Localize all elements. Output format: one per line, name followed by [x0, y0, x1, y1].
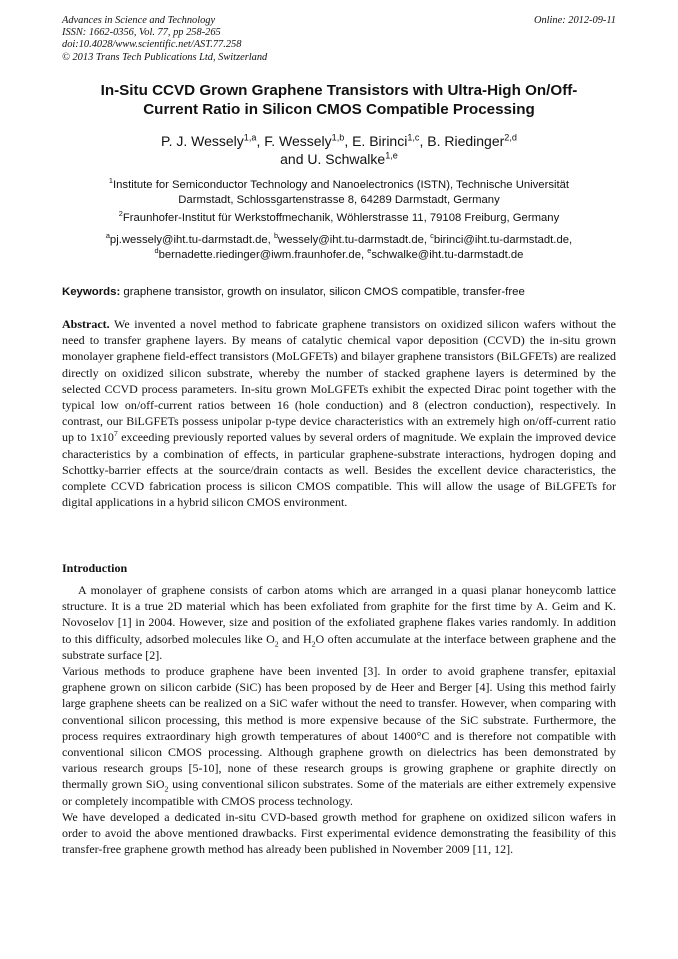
author-affiliation-mark: 1,b: [331, 132, 345, 143]
author-affiliation-mark: 2,d: [504, 132, 517, 143]
author-name: B. Riedinger: [427, 133, 505, 149]
keywords-text: graphene transistor, growth on insulator, silicon CMOS compatible, transfer-free: [123, 286, 525, 298]
title-line-2: Current Ratio in Silicon CMOS Compatible Processing: [143, 101, 535, 118]
paragraph-text: and H: [278, 631, 312, 646]
paragraph-text: A monolayer of graphene consists of carbon atoms which are arranged in a quasi planar honeycomb lattice structure. It is a true 2D material which has been exfoliated from graphite for the first time by A. Geim and K. Novoselov [1] in 2004. However, size and position of the exfoliated graphene flakes varies randomly. In addition to this difficulty, adsorbed molecules like O: [62, 583, 616, 646]
paragraph: [62, 582, 616, 663]
affiliation-number: 1: [108, 176, 113, 186]
affiliation-text: Institute for Semiconductor Technology and Nanoelectronics (ISTN), Technische Universität: [113, 179, 570, 191]
email-address: schwalke@iht.tu-darmstadt.de: [371, 248, 524, 261]
subscript: 2: [311, 639, 316, 648]
paper-title: [62, 81, 616, 119]
journal-header: [62, 15, 616, 64]
paragraph-text: using conventional silicon substrates. Some of the materials are either extremely expensive or completely incompatible with CMOS process technology.: [62, 777, 616, 808]
paragraph-text: O often accumulate at the interface between graphene and the substrate surface [2].: [62, 631, 616, 662]
author-name: and U. Schwalke: [280, 151, 386, 167]
affiliation-text: Darmstadt, Schlossgartenstrasse 8, 64289 Darmstadt, Germany: [178, 193, 500, 206]
email-mark: c: [430, 231, 434, 241]
email-mark: b: [273, 231, 279, 241]
affiliation-text: Fraunhofer-Institut für Werkstoffmechanik, Wöhlerstrasse 11, 79108 Freiburg, Germany: [122, 212, 560, 224]
paragraph-text: Various methods to produce graphene have been invented [3]. In order to avoid graphene transfer, epitaxial graphene grown on silicon carbide (SiC) has been proposed by de Heer and Berger [4]. Using this method fairly large graphene sheets can be realized on a SiC wafer without the need to transfer. However, when comparing with conventional silicon processing, this method is more expensive because of the SiC substrate. Furthermore, the process requires extraordinary high growth temperatures of about 1400°C and is therefore not compatible with conventional silicon CMOS processing. Although graphene growth on dielectrics has been demonstrated by various research groups [5-10], none of these research groups is growing graphene or graphite directly on thermally grown SiO: [62, 664, 616, 792]
email-mark: a: [105, 231, 110, 241]
email-address: wessely@iht.tu-darmstadt.de,: [278, 234, 428, 246]
keywords-line: [62, 285, 616, 299]
author-name: P. J. Wessely: [161, 133, 244, 149]
affiliation-number: 2: [118, 209, 123, 219]
subscript: 2: [274, 639, 279, 648]
journal-copyright: © 2013 Trans Tech Publications Ltd, Switzerland: [62, 51, 268, 63]
author-name: F. Wessely: [264, 133, 332, 149]
author-name: E. Birinci: [352, 133, 408, 149]
author-affiliation-mark: 1,a: [243, 132, 257, 143]
paragraph: We have developed a dedicated in-situ CVD-based growth method for graphene on oxidized silicon wafers in order to avoid the above mentioned drawbacks. First experimental evidence demonstrating the feasibility of this transfer-free graphene growth method has already been published in November 2009 [11, 12].: [62, 809, 616, 857]
subscript: 2: [164, 784, 169, 794]
abstract-text: exceeding previously reported values by several orders of magnitude. We explain the improved device characteristics by a combination of effects, in particular graphene-substrate interactions, hydrogen doping and Schottky-barrier effects at the source/drain contacts as well. Besides the excellent device characteristics, the complete CCVD fabrication process is silicon CMOS compatible. This will allow the usage of BiLGFETs for digital applications in a hybrid silicon CMOS environment.: [62, 430, 616, 510]
journal-name: Advances in Science and Technology: [62, 15, 216, 26]
email-mark: e: [367, 245, 372, 255]
section-heading: Introduction: [62, 561, 128, 575]
introduction-text: [62, 582, 616, 857]
author-list: P. J. Wessely$^{1,a}$, F. Wessely$^{1,b}$, E. Birinci$^{1,c}$, B. Riedinger$^{2,d}$ and U. Schwalke$^{1,e}$: [161, 132, 517, 167]
email-address: pj.wessely@iht.tu-darmstadt.de,: [109, 234, 271, 246]
author-affiliation-mark: 1,e: [385, 150, 398, 161]
journal-doi: doi:10.4028/www.scientific.net/AST.77.258: [62, 39, 242, 51]
author-affiliation-mark: 1,c: [407, 132, 420, 143]
title-line-1: In-Situ CCVD Grown Graphene Transistors with Ultra-High On/Off-: [100, 82, 578, 99]
email-address: birinci@iht.tu-darmstadt.de,: [433, 234, 573, 246]
affiliation-1: [62, 178, 616, 207]
abstract-label: Abstract.: [62, 317, 110, 331]
affiliation-2: [62, 211, 616, 226]
abstract-text: We invented a novel method to fabricate graphene transistors on oxidized silicon wafers without the need to transfer graphene layers. By means of catalytic chemical vapor deposition (CCVD) the in-situ grown monolayer graphene field-effect transistors (MoLGFETs) and bilayer graphene transistors (BiLGFETs) are realized directly on oxidized silicon substrate, whereby the number of stacked graphene layers is determined by the selected CCVD process parameters. In-situ grown MoLGFETs exhibit the expected Dirac point together with the typical low on/off-current ratios between 16 (hole conduction) and 8 (electron conduction), respectively. In contrast, our BiLGFETs possess unipolar p-type device characteristics with an extremely high on/off-current ratio up to 1x10: [62, 317, 616, 445]
email-mark: d: [154, 245, 159, 255]
email-list: [62, 233, 616, 262]
abstract-exponent: 7: [113, 429, 118, 439]
keywords-label: Keywords:: [62, 286, 121, 298]
email-address: bernadette.riedinger@iwm.fraunhofer.de,: [158, 248, 365, 261]
paragraph: [62, 663, 616, 809]
online-date: Online: 2012-09-11: [533, 15, 616, 26]
journal-issn: ISSN: 1662-0356, Vol. 77, pp 258-265: [62, 27, 221, 39]
abstract-paragraph: [62, 316, 616, 510]
